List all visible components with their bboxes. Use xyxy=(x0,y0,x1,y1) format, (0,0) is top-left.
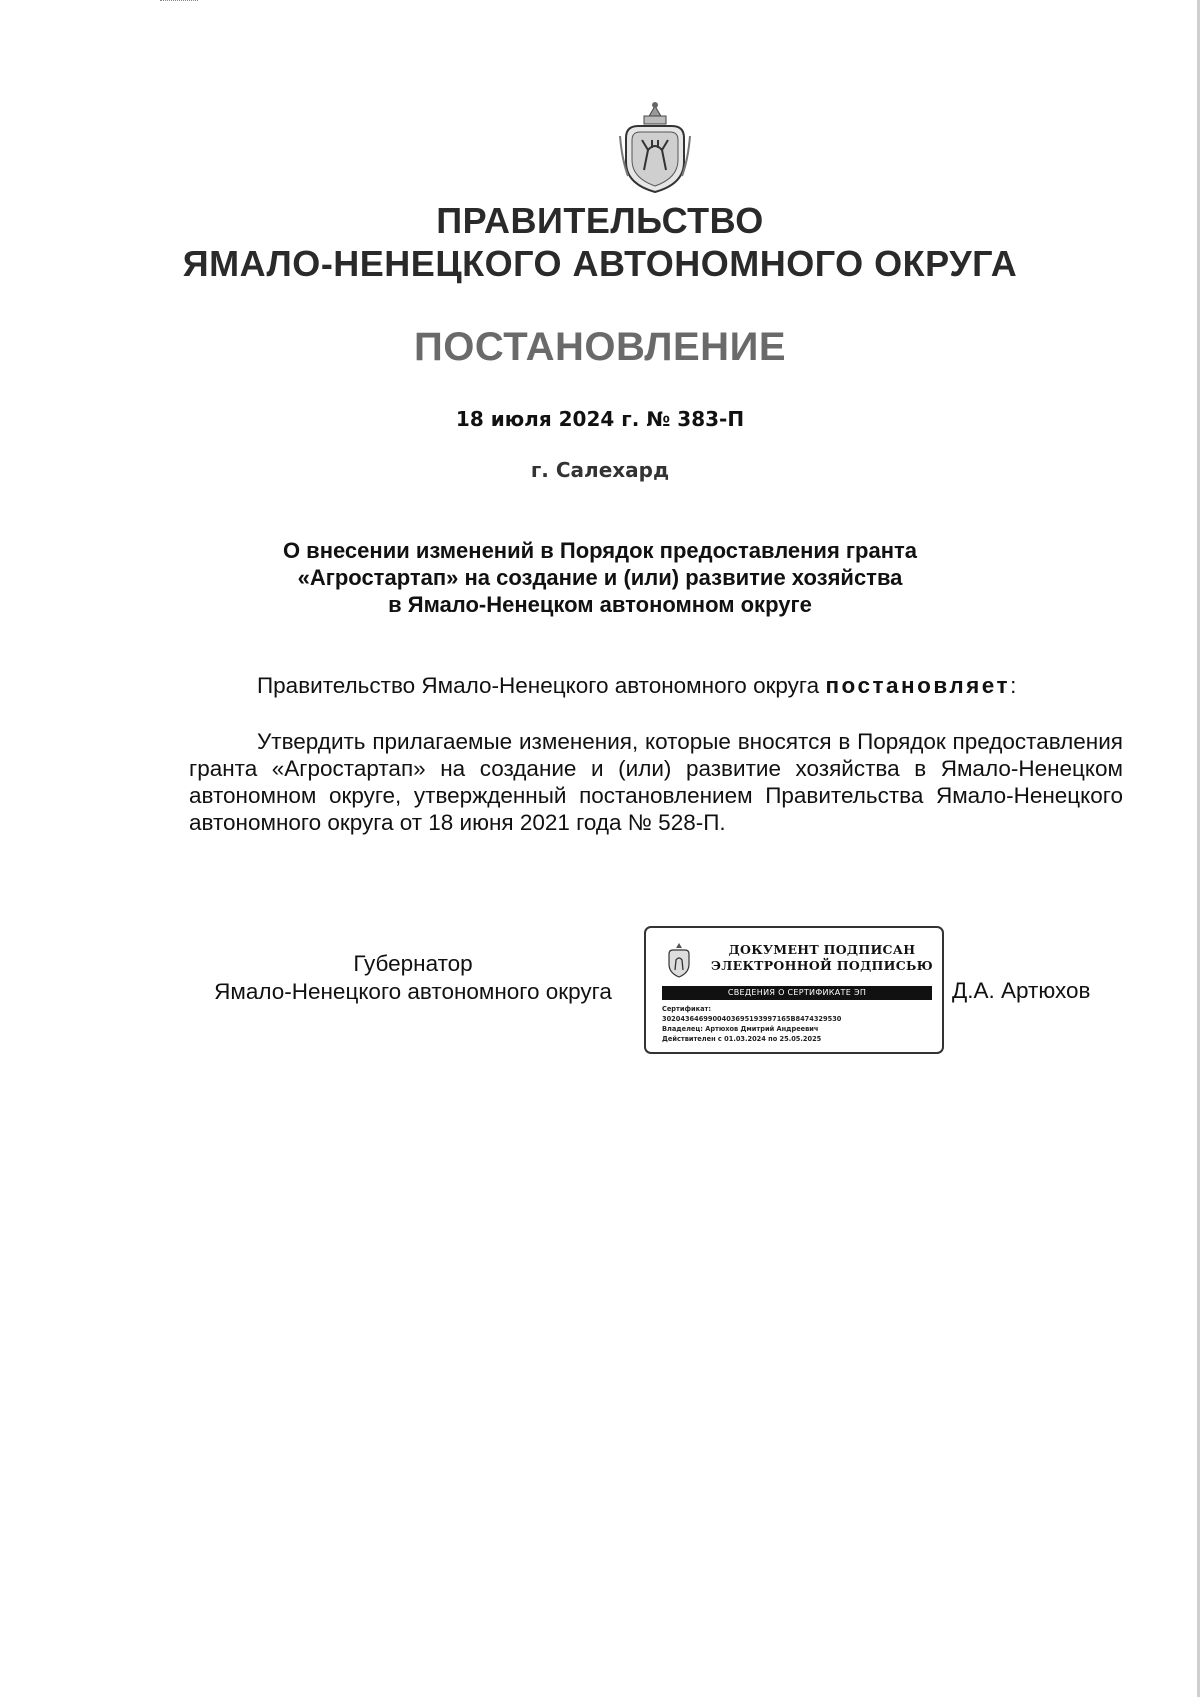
subject-line: О внесении изменений в Порядок предоставления гранта xyxy=(282,538,918,563)
stamp-cert-value: 3020436469900403695193997165B8474329530 xyxy=(662,1015,842,1023)
stamp-cert-label: Сертификат: xyxy=(662,1005,712,1013)
resolve-clause xyxy=(257,673,1016,699)
document-subject xyxy=(0,537,1200,618)
stamp-emblem-icon xyxy=(666,942,692,978)
stamp-owner: Владелец: Артюхов Дмитрий Андреевич xyxy=(662,1025,819,1033)
document-date-number: 18 июля 2024 г. № 383-П xyxy=(455,407,745,431)
government-title-line-1: ПРАВИТЕЛЬСТВО xyxy=(436,200,764,241)
stamp-heading-line-2: ЭЛЕКТРОННОЙ ПОДПИСЬЮ xyxy=(711,958,933,973)
signatory-title xyxy=(189,950,637,1006)
stamp-certificate-details xyxy=(662,1004,938,1044)
resolve-keyword: постановляет xyxy=(825,673,1011,698)
government-title-line-2: ЯМАЛО-НЕНЕЦКОГО АВТОНОМНОГО ОКРУГА xyxy=(182,243,1018,284)
scan-artifact xyxy=(160,0,198,5)
resolve-colon: : xyxy=(1010,673,1017,698)
coat-of-arms-emblem xyxy=(618,100,692,196)
electronic-signature-stamp xyxy=(644,926,944,1054)
signatory-title-line-2: Ямало-Ненецкого автономного округа xyxy=(214,979,612,1004)
body-paragraph: Утвердить прилагаемые изменения, которые вносятся в Порядок предоставления гранта «Агростартап» на создание и (или) развитие хозяйства в Ямало-Ненецком автономном округе, утвержденный постановлением Правительства Ямало-Ненецкого автономного округа от 18 июня 2021 года № 528-П. xyxy=(189,729,1123,835)
stamp-validity: Действителен с 01.03.2024 по 25.05.2025 xyxy=(662,1035,822,1043)
resolve-text: Правительство Ямало-Ненецкого автономного округа xyxy=(257,673,820,698)
document-type: ПОСТАНОВЛЕНИЕ xyxy=(413,325,786,369)
stamp-heading-line-1: ДОКУМЕНТ ПОДПИСАН xyxy=(728,942,916,957)
subject-line: в Ямало-Ненецком автономном округе xyxy=(388,592,812,617)
stamp-heading xyxy=(706,942,938,974)
stamp-certificate-bar: СВЕДЕНИЯ О СЕРТИФИКАТЕ ЭП xyxy=(662,986,932,1000)
signatory-name: Д.А. Артюхов xyxy=(952,978,1091,1003)
document-city: г. Салехард xyxy=(530,458,670,482)
subject-line: «Агростартап» на создание и (или) развитие хозяйства xyxy=(297,565,903,590)
signatory-title-line-1: Губернатор xyxy=(353,951,473,976)
